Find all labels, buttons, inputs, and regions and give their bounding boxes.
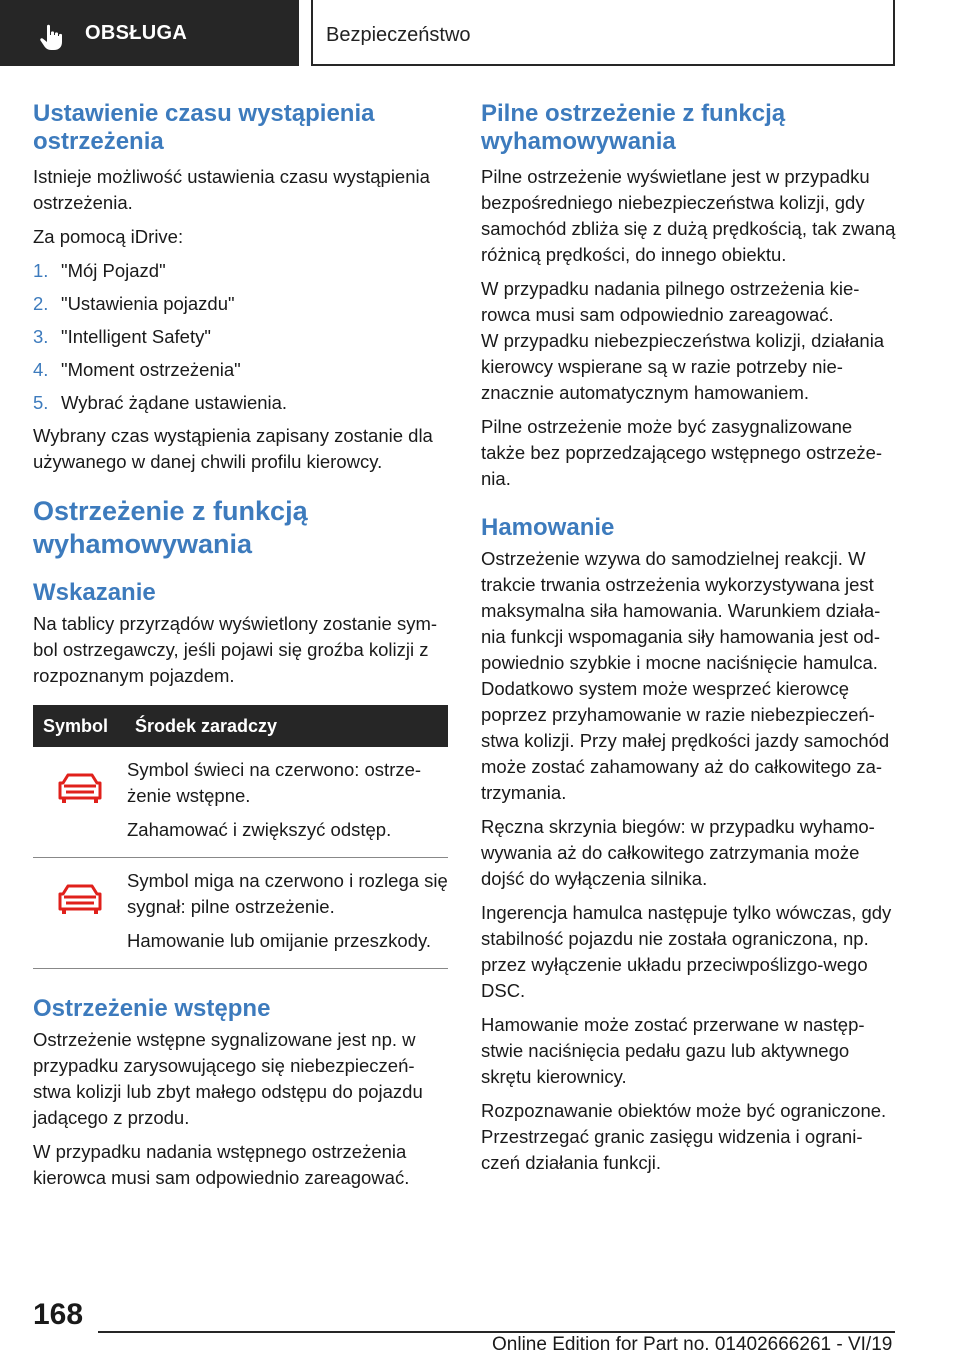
step-text: "Mój Pojazd" — [61, 260, 166, 281]
list-item — [33, 324, 448, 350]
step-number: 5. — [33, 392, 49, 413]
step-text: Wybrać żądane ustawienia. — [61, 392, 288, 413]
page-header — [0, 0, 960, 66]
hand-pointer-icon — [36, 22, 66, 52]
heading-pre-warning: Ostrzeżenie wstępne — [33, 995, 271, 1022]
idrive-steps-list — [33, 258, 448, 416]
edition-footer: Online Edition for Part no. 01402666261 - VI/19 — [492, 1334, 893, 1355]
paragraph: Ręczna skrzynia biegów: w przypadku wyhamo‐wywania aż do całkowitego zatrzymania może dojść do wyłączenia silnika. — [481, 816, 875, 889]
list-item — [33, 258, 448, 284]
list-item — [33, 357, 448, 383]
heading-urgent-warning: Pilne ostrzeżenie z funkcją wyhamowywania — [481, 100, 786, 155]
paragraph: Ingerencja hamulca następuje tylko wówczas, gdy stabilność pojazdu nie została ograniczona, np. przez wyłączenie układu przeciwpoślizgo‐wego DSC. — [481, 902, 892, 1001]
paragraph: Na tablicy przyrządów wyświetlony zostanie sym‐bol ostrzegawczy, jeśli pojawi się groźba kolizji z rozpoznanym pojazdem. — [33, 613, 438, 686]
paragraph: Pilne ostrzeżenie może być zasygnalizowane także bez poprzedzającego wstępnego ostrzeże‐nia. — [481, 416, 883, 489]
section-tab — [0, 0, 299, 66]
table-header — [33, 705, 448, 747]
paragraph: Za pomocą iDrive: — [33, 226, 184, 247]
heading-indication: Wskazanie — [33, 579, 156, 606]
list-item — [33, 291, 448, 317]
paragraph: Istnieje możliwość ustawienia czasu wystąpienia ostrzeżenia. — [33, 166, 430, 213]
list-item — [33, 390, 448, 416]
table-row — [33, 747, 448, 858]
header-divider — [311, 0, 313, 66]
step-text: "Moment ostrzeżenia" — [61, 359, 241, 380]
paragraph: Ostrzeżenie wstępne sygnalizowane jest np. w przypadku zarysowującego się niebezpieczeń‐stwa kolizji lub zbyt małego odstępu do pojazdu jadącego z przodu. — [33, 1029, 423, 1128]
paragraph: Pilne ostrzeżenie wyświetlane jest w przypadku bezpośredniego niebezpieczeństwa kolizji, gdy samochód zbliża się z dużą prędkością, tak zwaną różnicą prędkości, do innego obiektu. — [481, 166, 896, 265]
step-number: 1. — [33, 260, 49, 281]
section-label: OBSŁUGA — [85, 22, 188, 44]
table-cell: Hamowanie lub omijanie przeszkody. — [127, 930, 432, 951]
column-header-action: Środek zaradczy — [135, 715, 278, 736]
paragraph: Ostrzeżenie wzywa do samodzielnej reakcji. W trakcie trwania ostrzeżenia wykorzystywana jest maksymalna siła hamowania. Warunkiem działa‐nia funkcji wspomagania siły hamowania jest od‐powiednio szybkie i mocne naciśnięcie hamulca. Dodatkowo system może wesprzeć kierowcę poprzez przyhamowanie w razie niebezpieczeń‐stwa kolizji. Przy małej prędkości jazdy samochód może zostać zahamowany aż do całkowitego za‐trzymania. — [481, 548, 890, 803]
header-underline — [313, 64, 895, 66]
step-number: 3. — [33, 326, 49, 347]
left-column — [33, 100, 448, 1199]
page-number: 168 — [33, 1298, 84, 1331]
heading-braking-warning: Ostrzeżenie z funkcją wyhamowywania — [33, 496, 308, 559]
step-text: "Intelligent Safety" — [61, 326, 211, 347]
column-header-symbol: Symbol — [43, 715, 109, 736]
step-number: 2. — [33, 293, 49, 314]
paragraph: W przypadku nadania wstępnego ostrzeżenia kierowca musi sam odpowiednio zareagować. — [33, 1141, 410, 1188]
heading-warning-timing: Ustawienie czasu wystąpienia ostrzeżenia — [33, 100, 375, 155]
heading-braking: Hamowanie — [481, 514, 615, 541]
paragraph: Rozpoznawanie obiektów może być ograniczone. Przestrzegać granic zasięgu widzenia i ograni‐czeń działania funkcji. — [481, 1100, 887, 1173]
symbol-table — [33, 705, 448, 969]
table-row — [33, 858, 448, 969]
step-number: 4. — [33, 359, 49, 380]
table-cell: Zahamować i zwiększyć odstęp. — [127, 819, 392, 840]
table-cell: Symbol miga na czerwono i rozlega się sygnał: pilne ostrzeżenie. — [127, 870, 448, 917]
right-column — [481, 100, 896, 1184]
chapter-title: Bezpieczeństwo — [326, 24, 471, 46]
car-warning-icon — [56, 771, 104, 805]
footer-rule — [98, 1331, 895, 1333]
paragraph: W przypadku nadania pilnego ostrzeżenia kie‐rowca musi sam odpowiednio zareagować. — [481, 278, 860, 325]
paragraph: Hamowanie może zostać przerwane w następ‐stwie naciśnięcia pedału gazu lub aktywnego skrętu kierownicy. — [481, 1014, 865, 1087]
header-right-border — [893, 0, 895, 66]
table-cell: Symbol świeci na czerwono: ostrze‐żenie wstępne. — [127, 759, 422, 806]
paragraph: W przypadku niebezpieczeństwa kolizji, działania kierowcy wspierane są w razie potrzeby nie‐znacznie automatycznym hamowaniem. — [481, 330, 885, 403]
car-warning-icon — [56, 882, 104, 916]
paragraph: Wybrany czas wystąpienia zapisany zostanie dla używanego w danej chwili profilu kierowcy. — [33, 425, 433, 472]
step-text: "Ustawienia pojazdu" — [61, 293, 235, 314]
